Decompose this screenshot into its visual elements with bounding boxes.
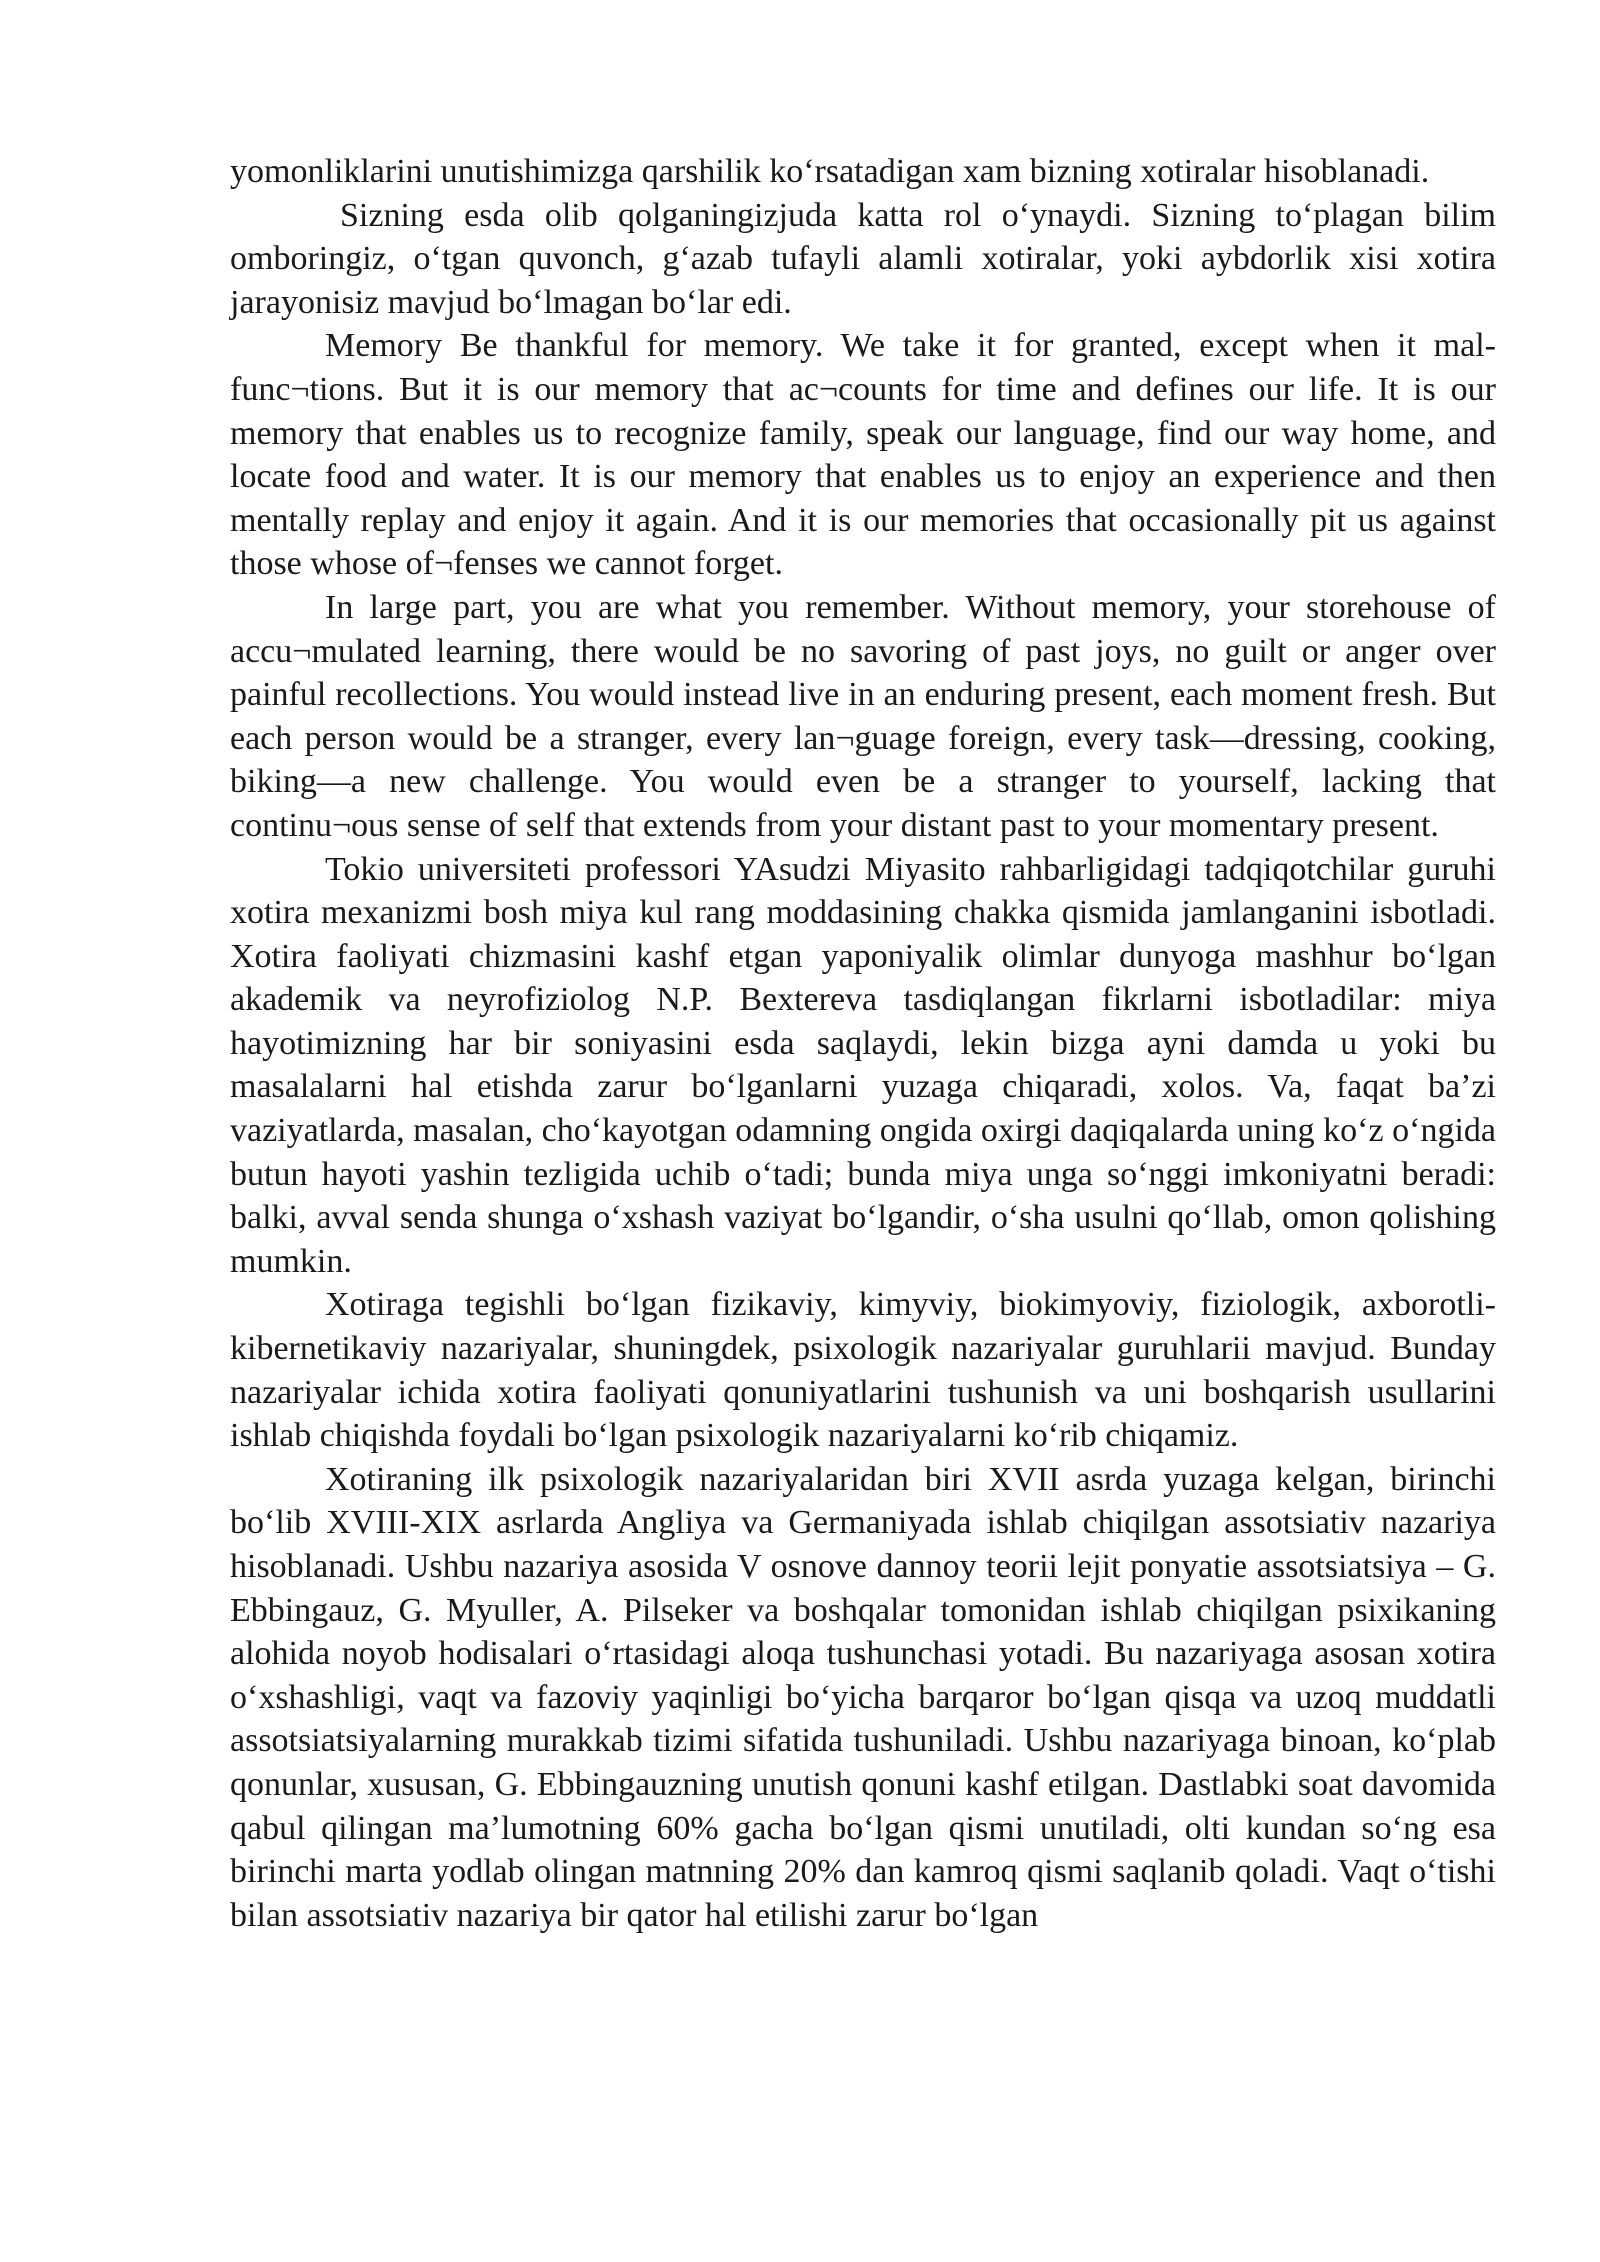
document-page: [230, 150, 1496, 1937]
paragraph-memory-english: Memory Be thankful for memory. We take it for granted, except when it mal-func¬tions. But it is our memory that ac¬counts for time and defines our life. It is our memory that enables us to recognize family, speak our language, find our way home, and locate food and water. It is our memory that enables us to enjoy an experience and then mentally replay and enjoy it again. And it is our memories that occasionally pit us against those whose of¬fenses we cannot forget.: [230, 327, 1496, 583]
paragraph-memory-role: Sizning esda olib qolganingizjuda katta rol o‘ynaydi. Sizning to‘plagan bilim omboringiz, o‘tgan quvonch, g‘azab tufayli alamli xotiralar, yoki aybdorlik xisi xotira jarayonisiz mavjud bo‘lmagan bo‘lar edi.: [230, 196, 1496, 321]
paragraph-remember-english: In large part, you are what you remember. Without memory, your storehouse of accu¬mulated learning, there would be no savoring of past joys, no guilt or anger over painful recollections. You would instead live in an enduring present, each moment fresh. But each person would be a stranger, every lan¬guage foreign, every task—dressing, cooking, biking—a new challenge. You would even be a stranger to yourself, lacking that continu¬ous sense of self that extends from your distant past to your momentary present.: [230, 588, 1496, 844]
paragraph-memory-theories: Xotiraga tegishli bo‘lgan fizikaviy, kimyviy, biokimyoviy, fiziologik, axborotli-kibernetikaviy nazariyalar, shuningdek, psixologik nazariyalar guruhlarii mavjud. Bunday nazariyalar ichida xotira faoliyati qonuniyatlarini tushunish va uni boshqarish usullarini ishlab chiqishda foydali bo‘lgan psixologik nazariyalarni ko‘rib chiqamiz.: [230, 1286, 1496, 1455]
paragraph-tokyo-research: Tokio universiteti professori YAsudzi Miyasito rahbarligidagi tadqiqotchilar guruhi xotira mexanizmi bosh miya kul rang moddasining chakka qismida jamlanganini isbotladi. Xotira faoliyati chizmasini kashf etgan yaponiyalik olimlar dunyoga mashhur bo‘lgan akademik va neyrofiziolog N.P. Bextereva tasdiqlangan fikrlarni isbotladilar: miya hayotimizning har bir soniyasini esda saqlaydi, lekin bizga ayni damda u yoki bu masalalarni hal etishda zarur bo‘lganlarni yuzaga chiqaradi, xolos. Va, faqat ba’zi vaziyatlarda, masalan, cho‘kayotgan odamning ongida oxirgi daqiqalarda uning ko‘z o‘ngida butun hayoti yashin tezligida uchib o‘tadi; bunda miya unga so‘nggi imkoniyatni beradi: balki, avval senda shunga o‘xshash vaziyat bo‘lgandir, o‘sha usulni qo‘llab, omon qolishing mumkin.: [230, 850, 1496, 1280]
paragraph-associative-theory: Xotiraning ilk psixologik nazariyalaridan biri XVII asrda yuzaga kelgan, birinchi bo‘lib XVIII-XIX asrlarda Angliya va Germaniyada ishlab chiqilgan assotsiativ nazariya hisoblanadi. Ushbu nazariya asosida V osnove dannoy teorii lejit ponyatie assotsiatsiya – G. Ebbingauz, G. Myuller, A. Pilseker va boshqalar tomonidan ishlab chiqilgan psixikaning alohida noyob hodisalari o‘rtasidagi aloqa tushunchasi yotadi. Bu nazariyaga asosan xotira o‘xshashligi, vaqt va fazoviy yaqinligi bo‘yicha barqaror bo‘lgan qisqa va uzoq muddatli assotsiatsiyalarning murakkab tizimi sifatida tushuniladi. Ushbu nazariyaga binoan, ko‘plab qonunlar, xususan, G. Ebbingauzning unutish qonuni kashf etilgan. Dastlabki soat davomida qabul qilingan ma’lumotning 60% gacha bo‘lgan qismi unutiladi, olti kundan so‘ng esa birinchi marta yodlab olingan matnning 20% dan kamroq qismi saqlanib qoladi. Vaqt o‘tishi bilan assotsiativ nazariya bir qator hal etilishi zarur bo‘lgan: [230, 1460, 1496, 1934]
paragraph-continuation: yomonliklarini unutishimizga qarshilik ko‘rsatadigan xam bizning xotiralar hisoblanadi.: [230, 153, 1430, 190]
